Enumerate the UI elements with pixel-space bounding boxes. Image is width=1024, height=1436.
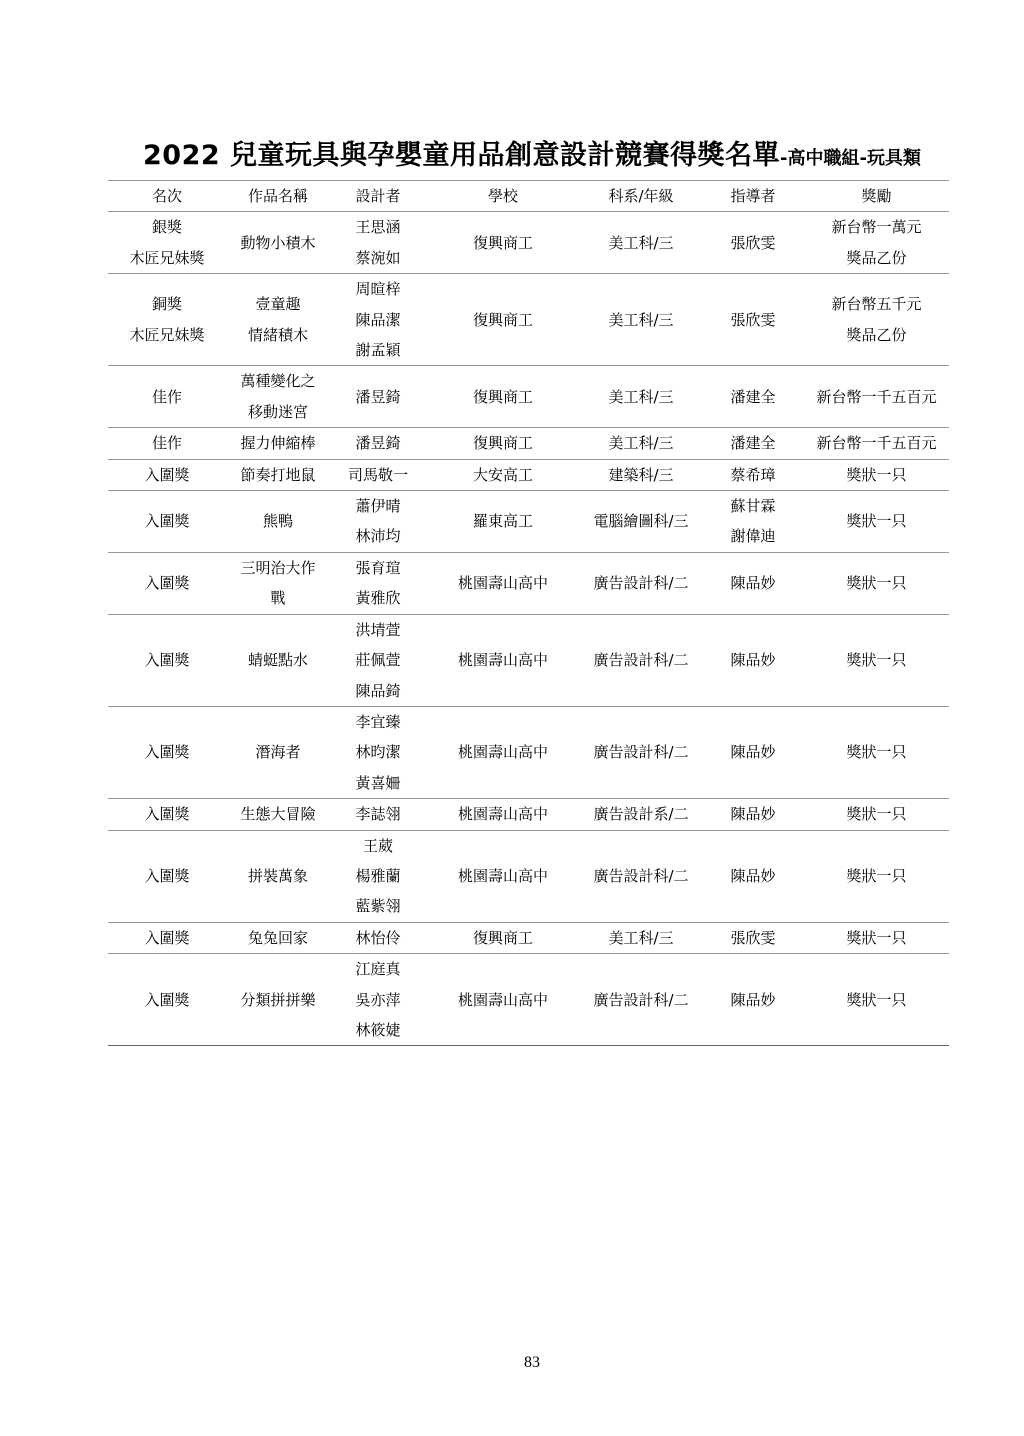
advisor-cell xyxy=(702,922,804,953)
reward-line: 新台幣一萬元 xyxy=(831,218,922,237)
rank-cell xyxy=(108,614,226,706)
advisor-cell xyxy=(702,274,804,366)
rank-line: 入圍獎 xyxy=(144,743,190,762)
rank-cell xyxy=(108,954,226,1046)
work-name-line: 拼裝萬象 xyxy=(247,866,308,885)
reward-line: 獎品乙份 xyxy=(846,248,907,267)
page-title-sub: -高中職組-玩具類 xyxy=(780,148,921,169)
reward-cell xyxy=(804,552,949,614)
advisor-line: 陳品妙 xyxy=(730,990,776,1009)
table-row xyxy=(108,799,949,830)
rank-line: 入圍獎 xyxy=(144,465,190,484)
department-cell: 美工科/三 xyxy=(608,233,674,252)
designers-line: 洪埥萱 xyxy=(355,620,401,639)
rank-line: 佳作 xyxy=(151,387,182,406)
work-name-line: 兔兔回家 xyxy=(247,928,308,947)
designers-line: 林昀潔 xyxy=(355,743,401,762)
reward-line: 獎狀一只 xyxy=(846,465,907,484)
rank-line: 入圍獎 xyxy=(144,651,190,670)
department-cell: 廣告設計科/二 xyxy=(593,574,689,593)
advisor-cell xyxy=(702,366,804,428)
advisor-line: 張欣雯 xyxy=(730,928,776,947)
designers-line: 江庭真 xyxy=(355,960,401,979)
rank-cell xyxy=(108,212,226,274)
advisor-cell xyxy=(702,830,804,922)
header-department: 科系/年級 xyxy=(608,187,674,205)
table-row xyxy=(108,614,949,706)
work-name-cell xyxy=(226,954,330,1046)
awards-table xyxy=(108,180,949,1046)
school-cell: 復興商工 xyxy=(472,434,533,453)
designers-line: 陳品潔 xyxy=(355,310,401,329)
designers-line: 王思涵 xyxy=(355,218,401,237)
reward-line: 獎狀一只 xyxy=(846,805,907,824)
page-title xyxy=(0,133,1024,172)
reward-cell xyxy=(804,459,949,490)
reward-line: 獎狀一只 xyxy=(846,866,907,885)
department-cell: 美工科/三 xyxy=(608,310,674,329)
work-name-line: 握力伸縮棒 xyxy=(240,434,316,453)
table-row xyxy=(108,459,949,490)
designers-line: 李誌翎 xyxy=(355,805,401,824)
header-advisor: 指導者 xyxy=(730,187,776,205)
table-row xyxy=(108,491,949,553)
designers-line: 藍紫翎 xyxy=(355,897,401,916)
advisor-line: 陳品妙 xyxy=(730,805,776,824)
table-header-row xyxy=(108,181,949,212)
designers-line: 楊雅蘭 xyxy=(355,866,401,885)
reward-cell xyxy=(804,799,949,830)
school-cell: 復興商工 xyxy=(472,928,533,947)
designers-line: 黃喜姍 xyxy=(355,773,401,792)
designers-line: 陳品錡 xyxy=(355,681,401,700)
header-rank: 名次 xyxy=(151,187,182,205)
rank-line: 木匠兄妹獎 xyxy=(129,248,205,267)
work-name-cell xyxy=(226,212,330,274)
advisor-line: 陳品妙 xyxy=(730,743,776,762)
page-title-main: 2022 兒童玩具與孕嬰童用品創意設計競賽得獎名單 xyxy=(143,140,781,171)
advisor-line: 陳品妙 xyxy=(730,574,776,593)
designers-cell xyxy=(330,459,426,490)
department-cell: 廣告設計科/二 xyxy=(593,651,689,670)
designers-cell xyxy=(330,954,426,1046)
school-cell: 桃園壽山高中 xyxy=(457,651,548,670)
designers-line: 林怡伶 xyxy=(355,928,401,947)
designers-cell xyxy=(330,552,426,614)
work-name-line: 移動迷宮 xyxy=(247,402,308,421)
rank-line: 入圍獎 xyxy=(144,866,190,885)
work-name-line: 情緒積木 xyxy=(247,325,308,344)
reward-line: 新台幣一千五百元 xyxy=(816,434,937,453)
header-reward: 獎勵 xyxy=(861,187,892,205)
rank-cell xyxy=(108,274,226,366)
advisor-cell xyxy=(702,212,804,274)
work-name-cell xyxy=(226,614,330,706)
table-row xyxy=(108,366,949,428)
department-cell: 美工科/三 xyxy=(608,434,674,453)
table-row xyxy=(108,552,949,614)
table-row xyxy=(108,706,949,798)
school-cell: 桃園壽山高中 xyxy=(457,990,548,1009)
rank-line: 入圍獎 xyxy=(144,928,190,947)
designers-line: 林沛均 xyxy=(355,527,401,546)
work-name-cell xyxy=(226,366,330,428)
reward-line: 獎狀一只 xyxy=(846,990,907,1009)
designers-line: 潘昱錡 xyxy=(355,434,401,453)
designers-line: 蔡涴如 xyxy=(355,248,401,267)
rank-line: 入圍獎 xyxy=(144,512,190,531)
designers-cell xyxy=(330,799,426,830)
rank-cell xyxy=(108,428,226,459)
header-work: 作品名稱 xyxy=(247,187,308,205)
advisor-cell xyxy=(702,428,804,459)
reward-cell xyxy=(804,428,949,459)
work-name-line: 戰 xyxy=(270,589,286,608)
designers-cell xyxy=(330,428,426,459)
work-name-cell xyxy=(226,552,330,614)
designers-cell xyxy=(330,830,426,922)
reward-line: 新台幣五千元 xyxy=(831,295,922,314)
reward-cell xyxy=(804,274,949,366)
advisor-line: 潘建全 xyxy=(730,434,776,453)
school-cell: 羅東高工 xyxy=(472,512,533,531)
rank-line: 木匠兄妹獎 xyxy=(129,325,205,344)
work-name-cell xyxy=(226,491,330,553)
rank-line: 入圍獎 xyxy=(144,990,190,1009)
advisor-line: 潘建全 xyxy=(730,387,776,406)
reward-cell xyxy=(804,922,949,953)
advisor-cell xyxy=(702,614,804,706)
reward-line: 獎狀一只 xyxy=(846,928,907,947)
work-name-line: 分類拼拼樂 xyxy=(240,990,316,1009)
rank-cell xyxy=(108,459,226,490)
designers-line: 莊佩萱 xyxy=(355,651,401,670)
table-row xyxy=(108,922,949,953)
work-name-cell xyxy=(226,799,330,830)
work-name-line: 三明治大作 xyxy=(240,558,316,577)
advisor-line: 張欣雯 xyxy=(730,233,776,252)
designers-line: 吳亦萍 xyxy=(355,990,401,1009)
school-cell: 桃園壽山高中 xyxy=(457,805,548,824)
work-name-cell xyxy=(226,830,330,922)
rank-cell xyxy=(108,830,226,922)
advisor-cell xyxy=(702,954,804,1046)
reward-line: 獎狀一只 xyxy=(846,512,907,531)
school-cell: 復興商工 xyxy=(472,310,533,329)
table-row xyxy=(108,830,949,922)
work-name-line: 節奏打地鼠 xyxy=(240,465,316,484)
advisor-cell xyxy=(702,706,804,798)
reward-cell xyxy=(804,491,949,553)
advisor-line: 蔡希璋 xyxy=(730,465,776,484)
reward-cell xyxy=(804,212,949,274)
department-cell: 廣告設計科/二 xyxy=(593,743,689,762)
designers-line: 林筱婕 xyxy=(355,1020,401,1039)
designers-line: 潘昱錡 xyxy=(355,387,401,406)
rank-cell xyxy=(108,706,226,798)
designers-line: 蕭伊晴 xyxy=(355,497,401,516)
advisor-line: 陳品妙 xyxy=(730,866,776,885)
advisor-line: 陳品妙 xyxy=(730,651,776,670)
rank-cell xyxy=(108,366,226,428)
work-name-line: 壹童趣 xyxy=(255,295,301,314)
rank-line: 入圍獎 xyxy=(144,805,190,824)
designers-cell xyxy=(330,366,426,428)
rank-line: 入圍獎 xyxy=(144,574,190,593)
designers-cell xyxy=(330,706,426,798)
school-cell: 大安高工 xyxy=(472,465,533,484)
header-designers: 設計者 xyxy=(355,187,401,205)
reward-cell xyxy=(804,614,949,706)
rank-line: 銀獎 xyxy=(151,218,182,237)
table-row xyxy=(108,274,949,366)
work-name-line: 萬種變化之 xyxy=(240,372,316,391)
department-cell: 美工科/三 xyxy=(608,387,674,406)
department-cell: 美工科/三 xyxy=(608,928,674,947)
page-number: 83 xyxy=(524,1354,540,1371)
table-row xyxy=(108,212,949,274)
designers-line: 黃雅欣 xyxy=(355,589,401,608)
designers-cell xyxy=(330,491,426,553)
work-name-line: 潛海者 xyxy=(255,743,301,762)
advisor-cell xyxy=(702,552,804,614)
advisor-line: 謝偉迪 xyxy=(730,527,776,546)
reward-cell xyxy=(804,954,949,1046)
department-cell: 電腦繪圖科/三 xyxy=(593,512,689,531)
reward-cell xyxy=(804,706,949,798)
reward-line: 新台幣一千五百元 xyxy=(816,387,937,406)
reward-line: 獎狀一只 xyxy=(846,651,907,670)
designers-cell xyxy=(330,922,426,953)
rank-cell xyxy=(108,799,226,830)
designers-line: 周暄梓 xyxy=(355,280,401,299)
table-row xyxy=(108,954,949,1046)
designers-line: 司馬敬一 xyxy=(347,465,408,484)
school-cell: 復興商工 xyxy=(472,233,533,252)
work-name-cell xyxy=(226,459,330,490)
reward-cell xyxy=(804,830,949,922)
work-name-line: 生態大冒險 xyxy=(240,805,316,824)
advisor-cell xyxy=(702,491,804,553)
work-name-line: 蜻蜓點水 xyxy=(247,651,308,670)
designers-line: 李宜臻 xyxy=(355,712,401,731)
work-name-line: 熊鴨 xyxy=(262,512,293,531)
designers-line: 王葳 xyxy=(362,836,393,855)
table-body xyxy=(108,212,949,1046)
reward-cell xyxy=(804,366,949,428)
work-name-cell xyxy=(226,274,330,366)
designers-line: 謝孟穎 xyxy=(355,341,401,360)
designers-cell xyxy=(330,274,426,366)
rank-cell xyxy=(108,491,226,553)
designers-cell xyxy=(330,212,426,274)
rank-cell xyxy=(108,922,226,953)
rank-line: 佳作 xyxy=(151,434,182,453)
reward-line: 獎狀一只 xyxy=(846,743,907,762)
advisor-cell xyxy=(702,799,804,830)
department-cell: 廣告設計科/二 xyxy=(593,990,689,1009)
school-cell: 桃園壽山高中 xyxy=(457,574,548,593)
department-cell: 廣告設計科/二 xyxy=(593,866,689,885)
advisor-line: 蘇甘霖 xyxy=(730,497,776,516)
designers-line: 張育瑄 xyxy=(355,558,401,577)
work-name-cell xyxy=(226,428,330,459)
advisor-line: 張欣雯 xyxy=(730,310,776,329)
work-name-cell xyxy=(226,706,330,798)
designers-cell xyxy=(330,614,426,706)
table-row xyxy=(108,428,949,459)
reward-line: 獎品乙份 xyxy=(846,325,907,344)
rank-line: 銅獎 xyxy=(151,295,182,314)
work-name-cell xyxy=(226,922,330,953)
reward-line: 獎狀一只 xyxy=(846,574,907,593)
school-cell: 復興商工 xyxy=(472,387,533,406)
department-cell: 廣告設計系/二 xyxy=(593,805,689,824)
work-name-line: 動物小積木 xyxy=(240,233,316,252)
advisor-cell xyxy=(702,459,804,490)
school-cell: 桃園壽山高中 xyxy=(457,743,548,762)
department-cell: 建築科/三 xyxy=(608,465,674,484)
header-school: 學校 xyxy=(487,187,518,205)
rank-cell xyxy=(108,552,226,614)
school-cell: 桃園壽山高中 xyxy=(457,866,548,885)
